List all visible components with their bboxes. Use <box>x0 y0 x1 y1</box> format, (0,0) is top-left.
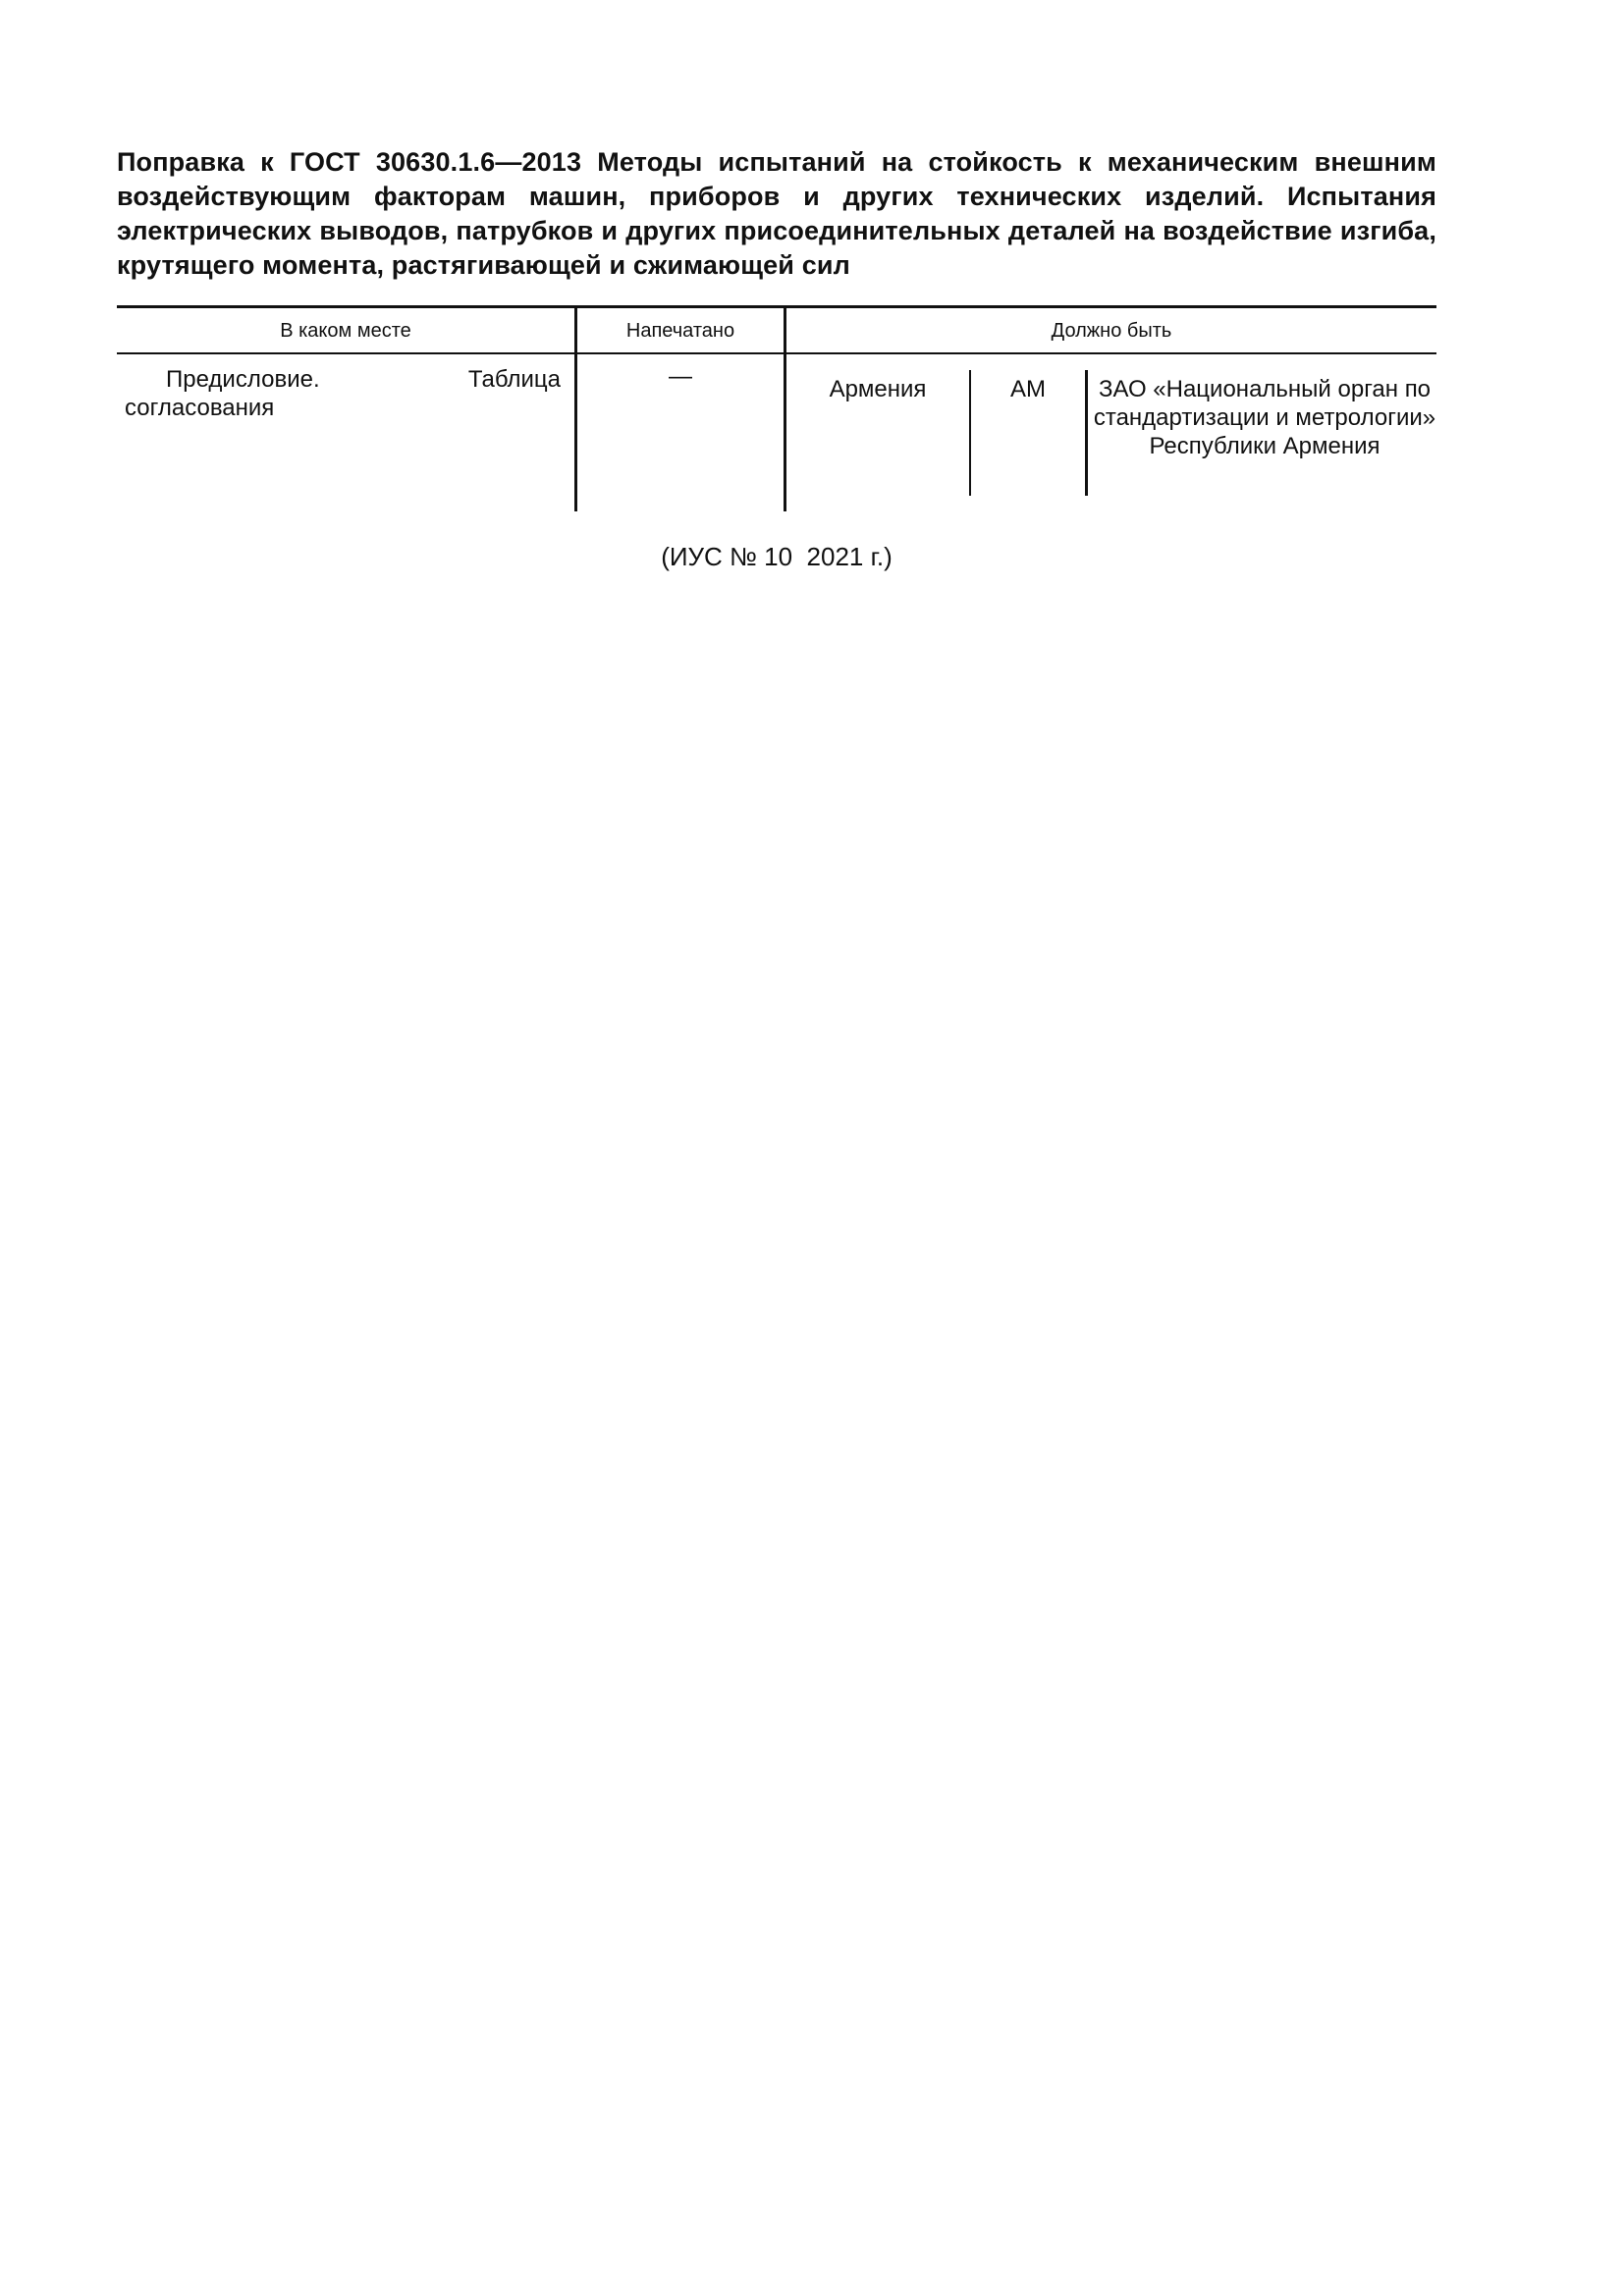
table-top-rule <box>117 305 1436 308</box>
cell-place: Предисловие. Таблица согласования <box>125 366 561 421</box>
cell-country-code: AM <box>1010 376 1046 402</box>
header-should-be: Должно быть <box>1051 320 1172 342</box>
table-header-rule <box>117 352 1436 354</box>
cell-standards-body: ЗАО «Национальный орган по стандартизации и метрологии» Республики Армения <box>1093 376 1436 459</box>
header-place: В каком месте <box>280 320 411 342</box>
correction-table <box>117 305 1436 511</box>
cell-printed: — <box>669 363 692 390</box>
column-divider-code <box>1085 370 1088 496</box>
cell-country: Армения <box>829 376 927 402</box>
page-title: Поправка к ГОСТ 30630.1.6—2013 Методы испытаний на стойкость к механическим внешним воздействующим факторам машин, приборов и других технических изделий. Испытания электрических выводов, патрубков и других присоединительных деталей на воздействие изгиба, крутящего момента, растягивающей и сжимающей сил <box>117 147 1436 280</box>
header-printed: Напечатано <box>625 320 735 342</box>
issue-reference: (ИУС № 10 2021 г.) <box>661 542 893 571</box>
